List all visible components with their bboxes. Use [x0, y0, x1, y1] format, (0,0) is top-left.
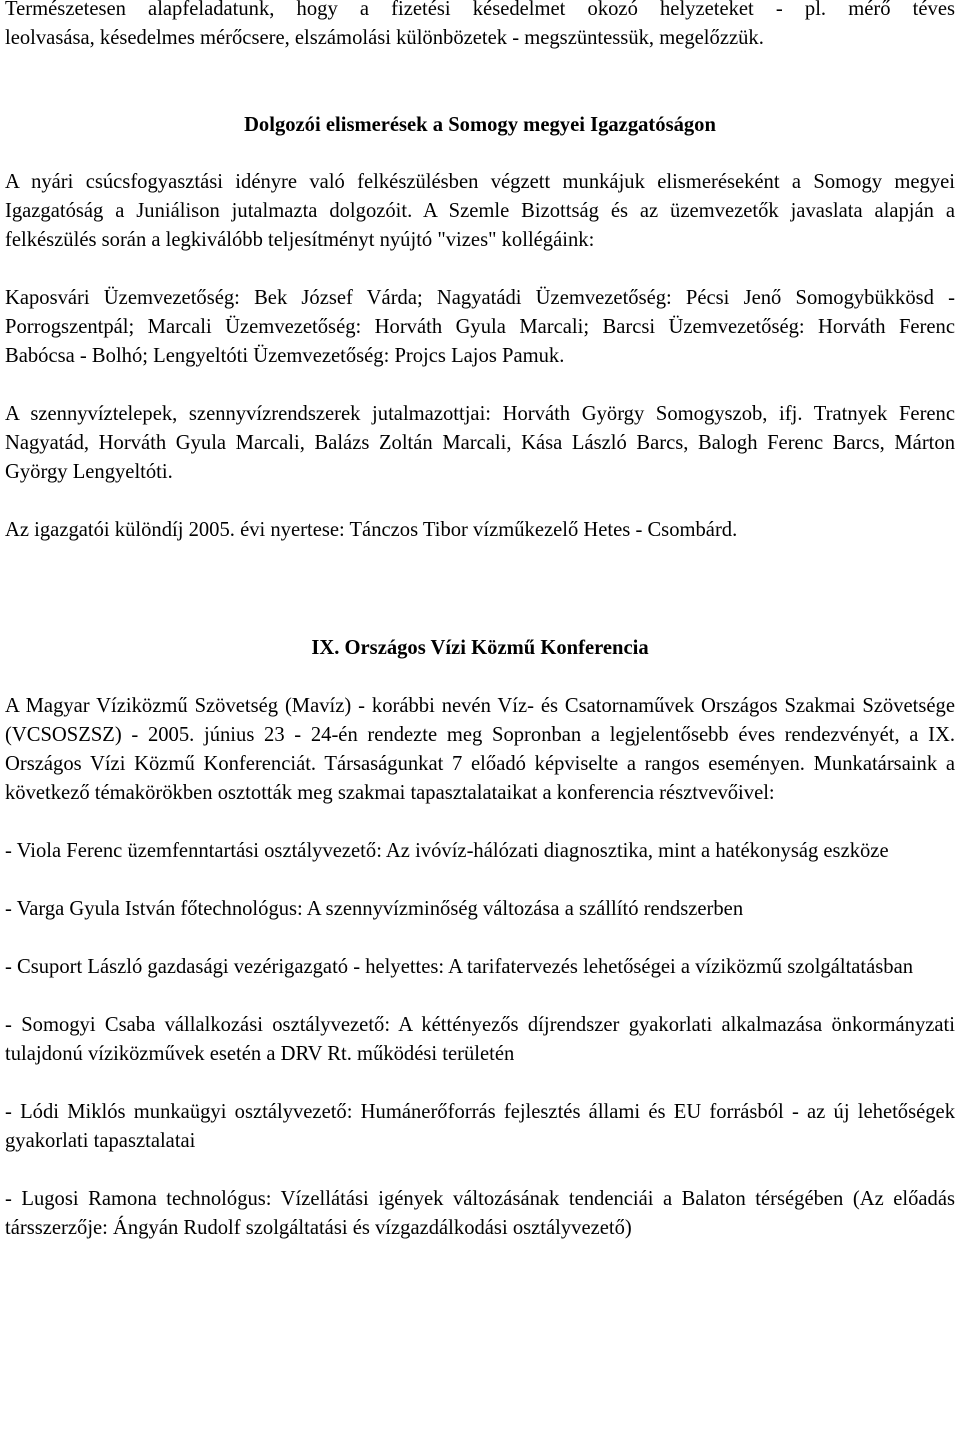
spacer	[5, 255, 955, 284]
section1-paragraph-4: Az igazgatói különdíj 2005. évi nyertese: Tánczos Tibor vízműkezelő Hetes - Csombárd.	[5, 519, 738, 541]
presentation-item: - Lugosi Ramona technológus: Vízellátási igények változásának tendenciái a Balaton térségében (Az előadás társszerzője: Ángyán Rudolf szolgáltatási és vízgazdálkodási osztályvezető)	[5, 1188, 955, 1239]
section2-heading: IX. Országos Vízi Közmű Konferencia	[311, 637, 649, 659]
intro-line-1: Természetesen alapfeladatunk, hogy a fizetési késedelmet okozó helyzeteket - pl. mérő téves	[5, 0, 955, 20]
section1-paragraph-3: A szennyvíztelepek, szennyvízrendszerek jutalmazottjai: Horváth György Somogyszob, ifj. Tratnyek Ferenc Nagyatád, Horváth Gyula Marcali, Balázs Zoltán Marcali, Kása László Barcs, Balogh Ferenc Barcs, Márton György Lengyeltóti.	[5, 403, 955, 483]
presentation-item: - Lódi Miklós munkaügyi osztályvezető: Humánerőforrás fejlesztés állami és EU forrásból - az új lehetőségek gyakorlati tapasztalatai	[5, 1101, 955, 1152]
spacer	[5, 663, 955, 692]
spacer	[5, 53, 955, 111]
spacer	[5, 808, 955, 837]
presentation-item: - Somogyi Csaba vállalkozási osztályvezető: A kéttényezős díjrendszer gyakorlati alkalmazása önkormányzati tulajdonú víziközművek esetén a DRV Rt. működési területén	[5, 1014, 955, 1065]
section2-paragraph-1: A Magyar Víziközmű Szövetség (Mavíz) - korábbi nevén Víz- és Csatornaművek Országos Szakmai Szövetsége (VCSOSZSZ) - 2005. június 23 - 24-én rendezte meg Sopronban a legjelentősebb éves rendezvényét, a IX. Országos Vízi Közmű Konferenciát. Társaságunkat 7 előadó képviselte a rangos eseményen. Munkatársaink a következő témakörökben osztották meg szakmai tapasztalataikat a konferencia résztvevőivel:	[5, 695, 955, 804]
presentation-item: - Csuport László gazdasági vezérigazgató - helyettes: A tarifatervezés lehetőségei a víziközmű szolgáltatásban	[5, 956, 914, 978]
presentation-item: - Viola Ferenc üzemfenntartási osztályvezető: Az ivóvíz-hálózati diagnosztika, mint a hatékonyság eszköze	[5, 840, 889, 862]
section1-paragraph-2: Kaposvári Üzemvezetőség: Bek József Várda; Nagyatádi Üzemvezetőség: Pécsi Jenő Somogybükkösd - Porrogszentpál; Marcali Üzemvezetőség: Horváth Gyula Marcali; Barcsi Üzemvezetőség: Horváth Ferenc Babócsa - Bolhó; Lengyeltóti Üzemvezetőség: Projcs Lajos Pamuk.	[5, 287, 955, 367]
spacer	[5, 605, 955, 634]
presentation-item: - Varga Gyula István főtechnológus: A szennyvízminőség változása a szállító rendszerben	[5, 898, 744, 920]
section1-paragraph-1: A nyári csúcsfogyasztási idényre való felkészülésben végzett munkájuk elismeréseként a Somogy megyei Igazgatóság a Juniálison jutalmazta dolgozóit. A Szemle Bizottság és az üzemvezetők javaslata alapján a felkészülés során a legkiválóbb teljesítményt nyújtó "vizes" kollégáink:	[5, 171, 955, 251]
spacer	[5, 140, 955, 168]
spacer	[5, 371, 955, 400]
intro-line-2: leolvasása, késedelmes mérőcsere, elszámolási különbözetek - megszüntessük, megelőzzük.	[5, 27, 764, 49]
document-page	[5, 0, 955, 1243]
spacer	[5, 924, 955, 953]
section1-heading: Dolgozói elismerések a Somogy megyei Igazgatóságon	[244, 114, 716, 136]
spacer	[5, 545, 955, 605]
spacer	[5, 982, 955, 1011]
spacer	[5, 487, 955, 516]
spacer	[5, 866, 955, 895]
spacer	[5, 1069, 955, 1098]
spacer	[5, 1156, 955, 1185]
